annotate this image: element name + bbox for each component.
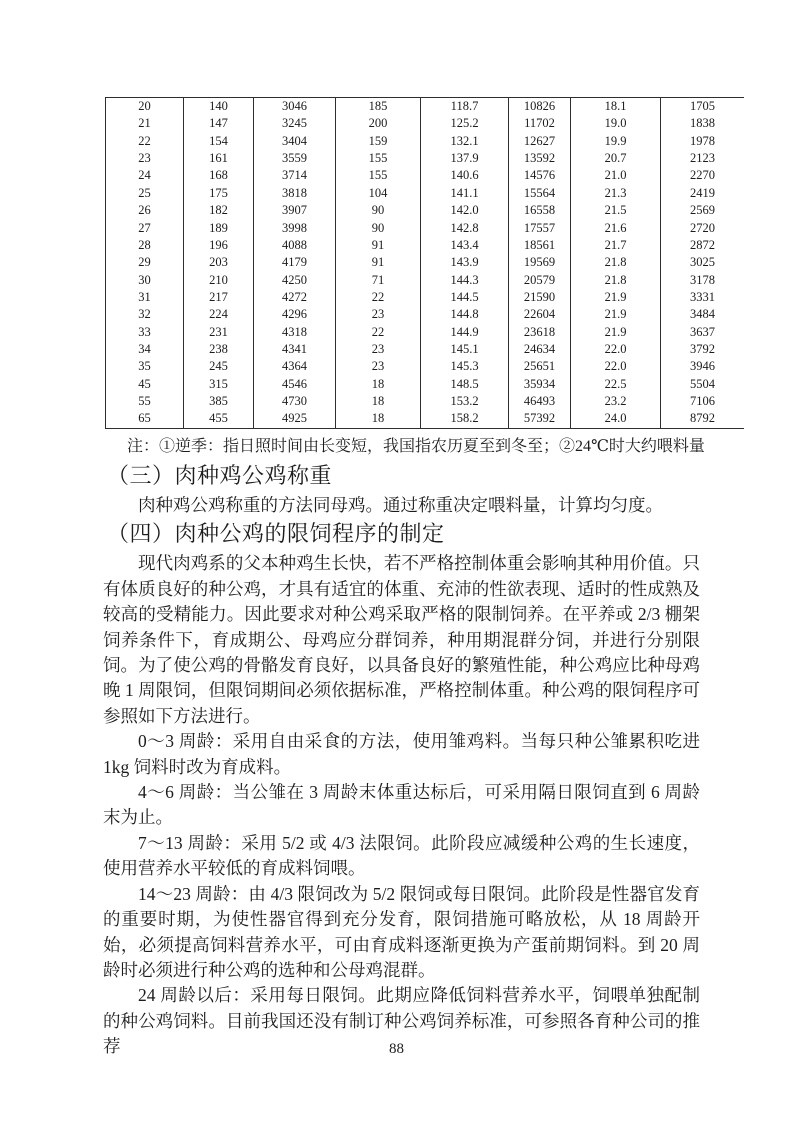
paragraph: 0～3 周龄：采用自由采食的方法，使用雏鸡料。当每只种公雏累积吃进 1kg 饲料时改为育成料。 [103, 731, 700, 777]
table-cell: 2872 [690, 237, 715, 252]
table-row [106, 150, 744, 167]
table-cell: 158.2 [421, 410, 509, 427]
table-cell: 21 [106, 115, 184, 132]
feeding-data-table [105, 97, 744, 429]
table-cell: 18 [336, 393, 421, 410]
table-cell: 21.7 [571, 237, 661, 254]
table-cell: 4364 [254, 358, 336, 375]
table-cell: 315 [184, 376, 254, 393]
table-cell: 22 [336, 289, 421, 306]
table-cell: 200 [336, 115, 421, 132]
table-cell: 3046 [254, 98, 336, 115]
table-row [106, 289, 744, 306]
table-cell: 21590 [509, 289, 571, 306]
table-cell: 71 [336, 272, 421, 289]
table-cell: 2569 [690, 203, 715, 218]
table-row [106, 254, 744, 271]
table-cell: 4925 [254, 410, 336, 427]
table-row [106, 272, 744, 289]
table-cell: 3025 [690, 255, 715, 270]
table-row [106, 393, 744, 410]
table-cell: 3946 [690, 359, 715, 374]
table-cell: 145.3 [421, 358, 509, 375]
table-cell: 142.0 [421, 202, 509, 219]
table-row [106, 410, 744, 427]
table-cell: 4341 [254, 341, 336, 358]
table-cell: 15564 [509, 185, 571, 202]
table-cell: 145.1 [421, 341, 509, 358]
table-cell: 143.4 [421, 237, 509, 254]
table-cell: 27 [106, 220, 184, 237]
table-cell: 19.0 [571, 115, 661, 132]
table-cell: 21.9 [571, 324, 661, 341]
table-cell: 159 [336, 133, 421, 150]
table-cell: 23.2 [571, 393, 661, 410]
table-cell: 4179 [254, 254, 336, 271]
paragraph: 7～13 周龄：采用 5/2 或 4/3 法限饲。此阶段应减缓种公鸡的生长速度，使用营养水平较低的育成料饲喂。 [103, 832, 700, 879]
table-cell: 4546 [254, 376, 336, 393]
table-cell: 144.3 [421, 272, 509, 289]
table-cell: 22604 [509, 306, 571, 323]
table-cell: 21.9 [571, 306, 661, 323]
table-cell: 22 [336, 324, 421, 341]
table-cell: 10826 [509, 98, 571, 115]
table-cell: 29 [106, 254, 184, 271]
table-cell: 31 [106, 289, 184, 306]
table-cell: 4730 [254, 393, 336, 410]
table-cell: 57392 [509, 410, 571, 427]
table-footnote: 注：①逆季：指日照时间由长变短，我国指农历夏至到冬至；②24℃时大约喂料量 [127, 438, 705, 455]
table-row [106, 376, 744, 393]
paragraph: 肉种鸡公鸡称重的方法同母鸡。通过称重决定喂料量，计算均匀度。 [138, 495, 663, 515]
table-cell: 245 [184, 358, 254, 375]
table-cell: 34 [106, 341, 184, 358]
table-cell: 16558 [509, 202, 571, 219]
table-cell: 20.7 [571, 150, 661, 167]
table-cell: 24 [106, 167, 184, 184]
table-cell: 118.7 [421, 98, 509, 115]
table-cell: 217 [184, 289, 254, 306]
table-cell: 189 [184, 220, 254, 237]
table-cell: 14576 [509, 167, 571, 184]
table-cell: 23 [106, 150, 184, 167]
table-cell: 1705 [690, 99, 715, 113]
table-cell: 45 [106, 376, 184, 393]
table-cell: 91 [336, 254, 421, 271]
table-cell: 55 [106, 393, 184, 410]
table-cell: 4296 [254, 306, 336, 323]
table-cell: 23 [336, 341, 421, 358]
table-cell: 1838 [690, 116, 715, 131]
table-cell: 19569 [509, 254, 571, 271]
table-cell: 11702 [509, 115, 571, 132]
page-number: 88 [389, 1041, 404, 1057]
table-cell: 231 [184, 324, 254, 341]
table-row [106, 202, 744, 219]
table-row [106, 98, 744, 115]
table-cell: 3998 [254, 220, 336, 237]
table-cell: 224 [184, 306, 254, 323]
table-cell: 22.0 [571, 358, 661, 375]
table-cell: 21.3 [571, 185, 661, 202]
table-cell: 33 [106, 324, 184, 341]
table-cell: 23 [336, 358, 421, 375]
table-row [106, 185, 744, 202]
table-cell: 46493 [509, 393, 571, 410]
table-cell: 142.8 [421, 220, 509, 237]
table-cell: 3559 [254, 150, 336, 167]
table-cell: 4250 [254, 272, 336, 289]
table-cell: 2123 [690, 151, 715, 166]
table-cell: 161 [184, 150, 254, 167]
table-cell: 4272 [254, 289, 336, 306]
table-row [106, 324, 744, 341]
table-cell: 3907 [254, 202, 336, 219]
table-cell: 20 [106, 98, 184, 115]
table-cell: 8792 [690, 411, 715, 426]
table-cell: 154 [184, 133, 254, 150]
table-cell: 196 [184, 237, 254, 254]
document-body [103, 460, 700, 1060]
table-cell: 90 [336, 202, 421, 219]
table-cell: 21.8 [571, 254, 661, 271]
section-heading-4: （四）肉种公鸡的限饲程序的制定 [107, 521, 445, 547]
paragraph: 24 周龄以后：采用每日限饲。此期应降低饲料营养水平，饲喂单独配制的种公鸡饲料。目前我国还没有制订种公鸡饲养标准，可参照各育种公司的推荐 [103, 985, 700, 1057]
table-cell: 3714 [254, 167, 336, 184]
table-cell: 144.9 [421, 324, 509, 341]
table-cell: 3331 [690, 289, 715, 304]
table-cell: 3637 [690, 324, 715, 339]
table-cell: 90 [336, 220, 421, 237]
table-cell: 153.2 [421, 393, 509, 410]
table-cell: 22 [106, 133, 184, 150]
table-cell: 137.9 [421, 150, 509, 167]
table-cell: 23 [336, 306, 421, 323]
table-cell: 25 [106, 185, 184, 202]
table-row [106, 167, 744, 184]
table-cell: 35 [106, 358, 184, 375]
table-cell: 3404 [254, 133, 336, 150]
table-cell: 185 [336, 98, 421, 115]
table-cell: 91 [336, 237, 421, 254]
table-cell: 3178 [690, 272, 715, 287]
table-cell: 140 [184, 98, 254, 115]
table-cell: 3245 [254, 115, 336, 132]
table-cell: 18.1 [571, 98, 661, 115]
table-cell: 32 [106, 306, 184, 323]
table-cell: 144.5 [421, 289, 509, 306]
table-row [106, 237, 744, 254]
table-cell: 24.0 [571, 410, 661, 427]
table-cell: 30 [106, 272, 184, 289]
paragraph: 14～23 周龄：由 4/3 限饲改为 5/2 限饲或每日限饲。此阶段是性器官发育的重要时期，为使性器官得到充分发育，限饲措施可略放松，从 18 周龄开始，必须提高饲料营养水平，可由育成料逐渐更换为产蛋前期饲料。到 20 周龄时必须进行种公鸡的选种和公母鸡混群。 [103, 883, 700, 980]
table-cell: 18 [336, 376, 421, 393]
table-cell: 3818 [254, 185, 336, 202]
table-cell: 28 [106, 237, 184, 254]
table-cell: 24634 [509, 341, 571, 358]
table-cell: 20579 [509, 272, 571, 289]
table-row [106, 133, 744, 150]
table-cell: 385 [184, 393, 254, 410]
table-cell: 3484 [690, 307, 715, 322]
table-cell: 144.8 [421, 306, 509, 323]
table-cell: 2270 [690, 168, 715, 183]
table-cell: 5504 [690, 376, 715, 391]
table-cell: 1978 [690, 133, 715, 148]
table-cell: 104 [336, 185, 421, 202]
table-cell: 21.9 [571, 289, 661, 306]
table-cell: 7106 [690, 394, 715, 409]
table-cell: 65 [106, 410, 184, 427]
table-cell: 3792 [690, 342, 715, 357]
table-cell: 203 [184, 254, 254, 271]
table-cell: 19.9 [571, 133, 661, 150]
table-row [106, 358, 744, 375]
paragraph: 4～6 周龄：当公雏在 3 周龄末体重达标后，可采用隔日限饲直到 6 周龄末为止。 [103, 782, 700, 828]
table-row [106, 341, 744, 358]
table-cell: 2720 [690, 220, 715, 235]
table-cell: 210 [184, 272, 254, 289]
table-cell: 125.2 [421, 115, 509, 132]
table-row [106, 306, 744, 323]
table-cell: 17557 [509, 220, 571, 237]
table-cell: 21.6 [571, 220, 661, 237]
table-row [106, 115, 744, 132]
table-cell: 147 [184, 115, 254, 132]
table-row [106, 220, 744, 237]
table-cell: 21.0 [571, 167, 661, 184]
table-cell: 35934 [509, 376, 571, 393]
table-cell: 132.1 [421, 133, 509, 150]
table-cell: 141.1 [421, 185, 509, 202]
table-cell: 2419 [690, 185, 715, 200]
table-cell: 13592 [509, 150, 571, 167]
section-heading-3: （三）肉种鸡公鸡称重 [107, 463, 333, 488]
table-cell: 12627 [509, 133, 571, 150]
table-cell: 155 [336, 150, 421, 167]
table-cell: 140.6 [421, 167, 509, 184]
paragraph: 现代肉鸡系的父本种鸡生长快，若不严格控制体重会影响其种用价值。只有体质良好的种公鸡，才具有适宜的体重、充沛的性欲表现、适时的性成熟及较高的受精能力。因此要求对种公鸡采取严格的限制饲养。在平养或 2/3 棚架饲养条件下，育成期公、母鸡应分群饲养，种用期混群分饲，并进行分别限饲。为了使公鸡的骨骼发育良好，以具备良好的繁殖性能，种公鸡应比种母鸡晚 1 周限饲，但限饲期间必须依据标准，严格控制体重。种公鸡的限饲程序可参照如下方法进行。 [103, 553, 700, 726]
table-cell: 4088 [254, 237, 336, 254]
table-cell: 21.5 [571, 202, 661, 219]
table-cell: 143.9 [421, 254, 509, 271]
table-cell: 175 [184, 185, 254, 202]
table-cell: 25651 [509, 358, 571, 375]
table-cell: 26 [106, 202, 184, 219]
table-cell: 455 [184, 410, 254, 427]
table-cell: 18 [336, 410, 421, 427]
table-cell: 18561 [509, 237, 571, 254]
table-cell: 4318 [254, 324, 336, 341]
table-cell: 182 [184, 202, 254, 219]
table-cell: 168 [184, 167, 254, 184]
table-cell: 238 [184, 341, 254, 358]
table-cell: 23618 [509, 324, 571, 341]
table-cell: 148.5 [421, 376, 509, 393]
table-cell: 21.8 [571, 272, 661, 289]
table-cell: 22.5 [571, 376, 661, 393]
table-cell: 155 [336, 167, 421, 184]
table-cell: 22.0 [571, 341, 661, 358]
